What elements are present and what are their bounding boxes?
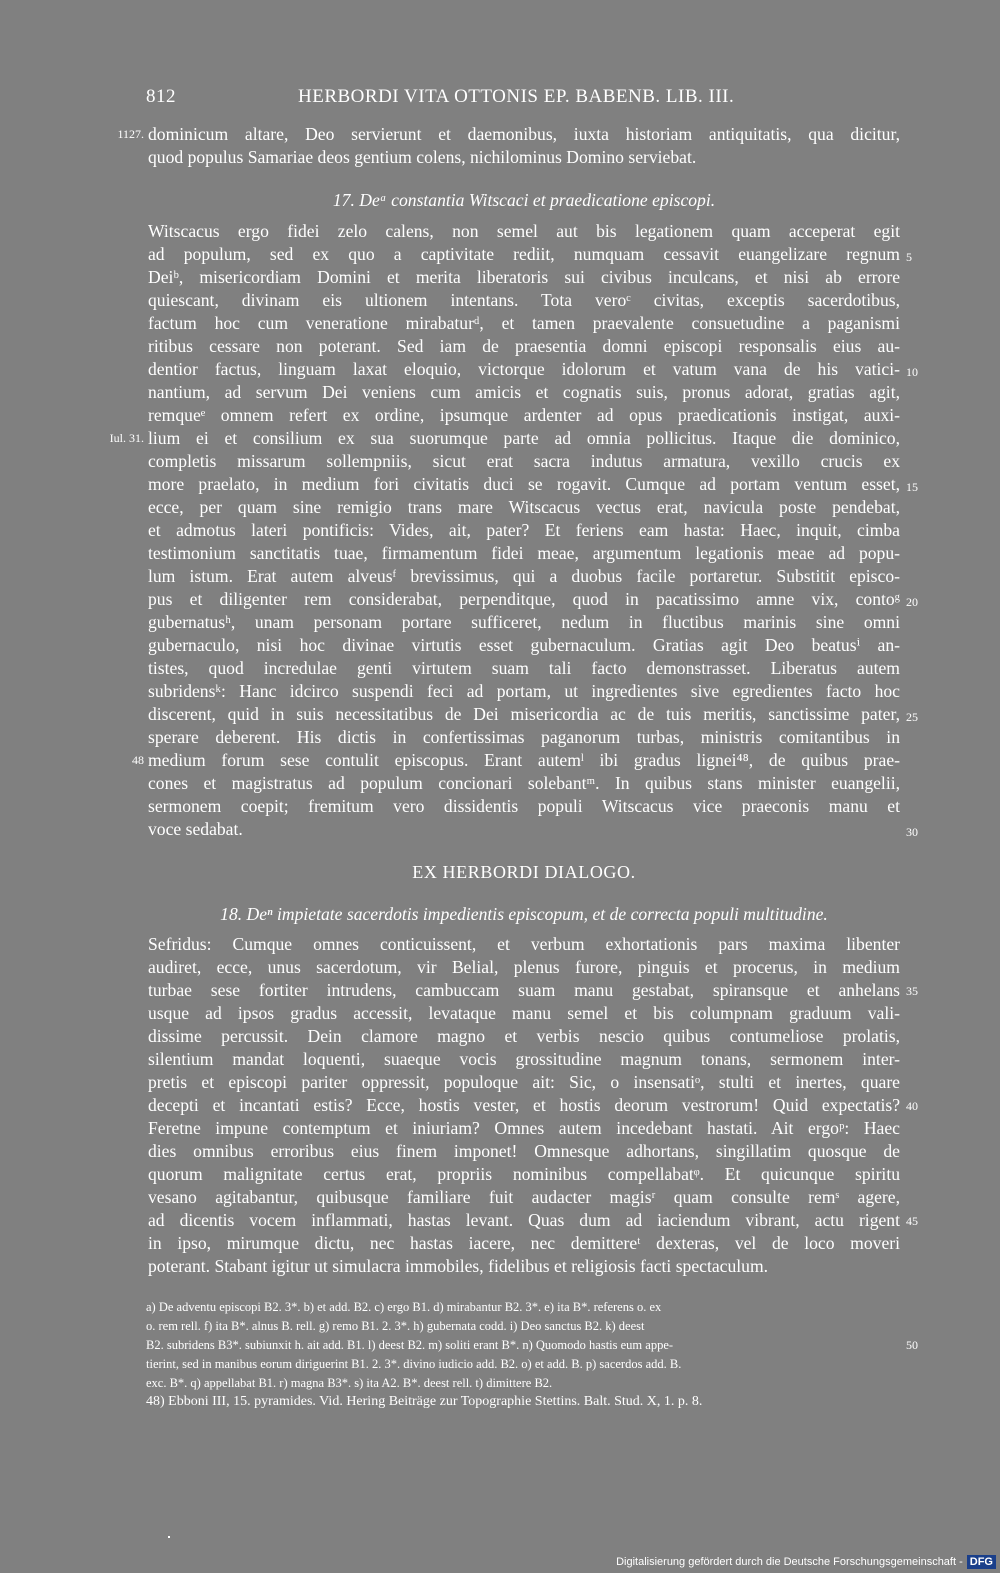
speck xyxy=(168,1536,170,1538)
text-line: dissime percussit. Dein clamore magno et verbis nescio quibus contumeliose prolatis, xyxy=(148,1026,900,1046)
text-line: pretis et episcopi pariter oppressit, populoque ait: Sic, o insensatiᵒ, stulti et inertes, quare xyxy=(148,1072,900,1092)
text-line: poterant. Stabant igitur ut simulacra immobiles, fidelibus et religiosis facti spectaculum. xyxy=(148,1256,769,1276)
text-line: testimonium sanctitatis tuae, firmamentum fidei meae, argumentum legationis meae ad popu- xyxy=(148,543,900,563)
text-line: dominicum altare, Deo servierunt et daemonibus, iuxta historiam antiquitatis, qua dicitur, xyxy=(148,124,900,144)
text-line: ecce, per quam sine remigio trans mare Witscacus vectus erat, navicula poste pendebat, xyxy=(148,497,900,517)
text-line: ritibus cessare non poterant. Sed iam de praesentia domni episcopi responsalis eius au- xyxy=(148,336,900,356)
text-line: o. rem rell. f) ita B*. alnus B. rell. g) remo B1. 2. 3*. h) gubernata codd. i) Deo sanctus B2. k) deest xyxy=(146,1319,645,1333)
text-line: B2. subridens B3*. subiunxit h. ait add. B1. l) deest B2. m) soliti erant B*. n) Quomodo hastis eum appe- xyxy=(146,1338,674,1352)
page-number: 812 xyxy=(146,86,176,107)
text-line: sperare deberent. His dictis in confertissimas paganorum turbas, ministris comitantibus in xyxy=(148,727,900,747)
text-line: gubernatusʰ, unam personam portare sufficeret, nedum in fluctibus marinis sine omni xyxy=(148,612,900,632)
text-line: dies omnibus erroribus eius finem imponet! Omnesque adhortans, singillatim quosque de xyxy=(148,1141,900,1161)
margin-date-iul: Iul. 31. xyxy=(109,431,144,445)
text-line: Feretne impune contemptum et iniuriam? Omnes autem incedebant hastati. Ait ergoᵖ: Haec xyxy=(148,1118,900,1138)
text-line: more praelato, in medium fori civitatis duci se rogavit. Cumque ad portam ventum esset, xyxy=(148,474,900,494)
intro-text xyxy=(148,123,900,169)
text-line: nantium, ad servum Dei veniens cum amicis et cognatis suis, pronus adorat, gratias agit, xyxy=(148,382,900,402)
section-17-heading: 17. Deᵃ constantia Witscaci et praedicatione episcopi. xyxy=(332,190,716,210)
text-line: completis missarum sollempniis, sicut erat sacra indutus armatura, vexillo crucis ex xyxy=(148,451,900,471)
text-line: usque ad ipsos gradus accessit, levataque manu semel et bis columpnam graduum vali- xyxy=(148,1003,900,1023)
text-line: turbae sese fortiter intrudens, cambuccam suam manu gestabat, spiransque et anhelans xyxy=(148,980,900,1000)
line-number: 45 xyxy=(906,1214,918,1228)
section-18-heading: 18. Deⁿ impietate sacerdotis impedientis episcopum, et de correcta populi multitudine. xyxy=(220,904,828,924)
text-line: lum istum. Erat autem alveusᶠ brevissimus, qui a duobus facile portaretur. Substitit episco- xyxy=(148,566,900,586)
text-line: exc. B*. q) appellabat B1. r) magna B3*. s) ita A2. B*. deest rell. t) dimittere B2. xyxy=(146,1376,553,1390)
digitization-credit xyxy=(616,1555,996,1569)
text-line: discerent, quid in suis necessitatibus de Dei misericordia ac de tuis meritis, sanctissime pater, xyxy=(148,704,900,724)
text-line: audiret, ecce, unus sacerdotum, vir Belial, plenus furore, pinguis et procerus, in medium xyxy=(148,957,900,977)
text-line: tistes, quod incredulae genti virtutem suam tali facto demonstrasset. Liberatus autem xyxy=(148,658,900,678)
text-line: ad populum, sed ex quo a captivitate rediit, numquam cessavit euangelizare regnum xyxy=(148,244,900,264)
text-line: Witscacus ergo fidei zelo calens, non semel aut bis legationem quam acceperat egit xyxy=(148,221,900,241)
text-line: lium ei et consilium ex sua suorumque parte ad omnia pollicitus. Itaque die dominico, xyxy=(148,428,900,448)
line-number: 15 xyxy=(906,480,918,494)
section-17-text xyxy=(148,220,900,841)
line-number: 25 xyxy=(906,710,918,724)
text-line: a) De adventu episcopi B2. 3*. b) et add. B2. c) ergo B1. d) mirabantur B2. 3*. e) ita B*. referens o. ex xyxy=(146,1300,662,1314)
text-line: sermonem coepit; fremitum vero dissidentis populi Witscacus vice praeconis manu et xyxy=(148,796,900,816)
text-line: vesano agitabantur, quibusque familiare fuit audacter magisʳ quam consulte remˢ agere, xyxy=(148,1187,900,1207)
footnote-line-number: 50 xyxy=(906,1338,918,1352)
running-header xyxy=(146,84,902,114)
line-number: 40 xyxy=(906,1099,918,1113)
line-number: 35 xyxy=(906,984,918,998)
text-line: decepti et incantati estis? Ecce, hostis vester, et hostis deorum vestrorum! Quid expectatis? xyxy=(148,1095,900,1115)
text-line: pus et diligenter rem considerabat, perpenditque, quod in pacatissimo amne vix, contoᵍ xyxy=(148,589,900,609)
text-line: dentior factus, linguam laxat eloquio, victorque idolorum et vatum vana de his vatici- xyxy=(148,359,900,379)
margin-note-48: 48 xyxy=(132,753,144,767)
margin-year: 1127. xyxy=(117,127,144,141)
dialog-heading: EX HERBORDI DIALOGO. xyxy=(412,862,636,882)
text-line: voce sedabat. xyxy=(148,819,243,839)
text-line: quorum malignitate certus erat, propriis nominibus compellabatᵠ. Et quicunque spiritu xyxy=(148,1164,900,1184)
text-line: tierint, sed in manibus eorum diriguerint B1. 2. 3*. divino iudicio add. B2. o) et add. B. p) sacerdos add. B. xyxy=(146,1357,682,1371)
section-18-text xyxy=(148,933,900,1278)
running-title: HERBORDI VITA OTTONIS EP. BABENB. LIB. III. xyxy=(298,86,735,107)
text-line: quiescant, divinam eis ultionem intentans. Tota veroᶜ civitas, exceptis sacerdotibus, xyxy=(148,290,900,310)
line-number: 30 xyxy=(906,825,918,839)
text-line: gubernaculo, nisi hoc divinae virtutis esset gubernaculum. Gratias agit Deo beatusⁱ an- xyxy=(148,635,900,655)
text-line: medium forum sese contulit episcopus. Erant autemˡ ibi gradus lignei⁴⁸, de quibus prae- xyxy=(148,750,900,770)
credit-text: Digitalisierung gefördert durch die Deutsche Forschungsgemeinschaft - xyxy=(616,1556,963,1568)
text-line: in ipso, mirumque dictu, nec hastas iacere, nec demittereᵗ dexteras, vel de loco moveri xyxy=(148,1233,900,1253)
text-line: cones et magistratus ad populum concionari solebantᵐ. In quibus stans minister euangelii, xyxy=(148,773,900,793)
text-line: subridensᵏ: Hanc idcirco suspendi feci ad portam, ut ingredientes sive egredientes facto hoc xyxy=(148,681,900,701)
line-number: 10 xyxy=(906,365,918,379)
text-line: factum hoc cum veneratione mirabaturᵈ, et tamen praevalente consuetudine a paganismi xyxy=(148,313,900,333)
dfg-logo: DFG xyxy=(967,1555,996,1569)
text-line: Sefridus: Cumque omnes conticuissent, et verbum exhortationis pars maxima libenter xyxy=(148,934,900,954)
text-line: quod populus Samariae deos gentium colens, nichilominus Domino serviebat. xyxy=(148,147,697,167)
line-number: 20 xyxy=(906,595,918,609)
text-line: silentium mandat loquenti, suaeque vocis grossitudine magnum tonans, sermonem inter- xyxy=(148,1049,900,1069)
text-line: remqueᵉ omnem refert ex ordine, ipsumque ardenter ad opus praedicationis instigat, auxi- xyxy=(148,405,900,425)
text-line: et admotus lateri pontificis: Vides, ait, pater? Et feriens eam hasta: Haec, inquit, cimba xyxy=(148,520,900,540)
text-line: ad dicentis vocem inflammati, hastas levant. Quas dum ad iaciendum vibrant, actu rigent xyxy=(148,1210,900,1230)
text-line: Deiᵇ, misericordiam Domini et merita liberatoris sui civibus inculcans, et nisi ab errore xyxy=(148,267,900,287)
line-number: 5 xyxy=(906,250,912,264)
footnotes xyxy=(146,1298,902,1393)
footnote-48: 48) Ebboni III, 15. pyramides. Vid. Hering Beiträge zur Topographie Stettins. Balt. Stud. X, 1. p. 8. xyxy=(146,1394,703,1409)
